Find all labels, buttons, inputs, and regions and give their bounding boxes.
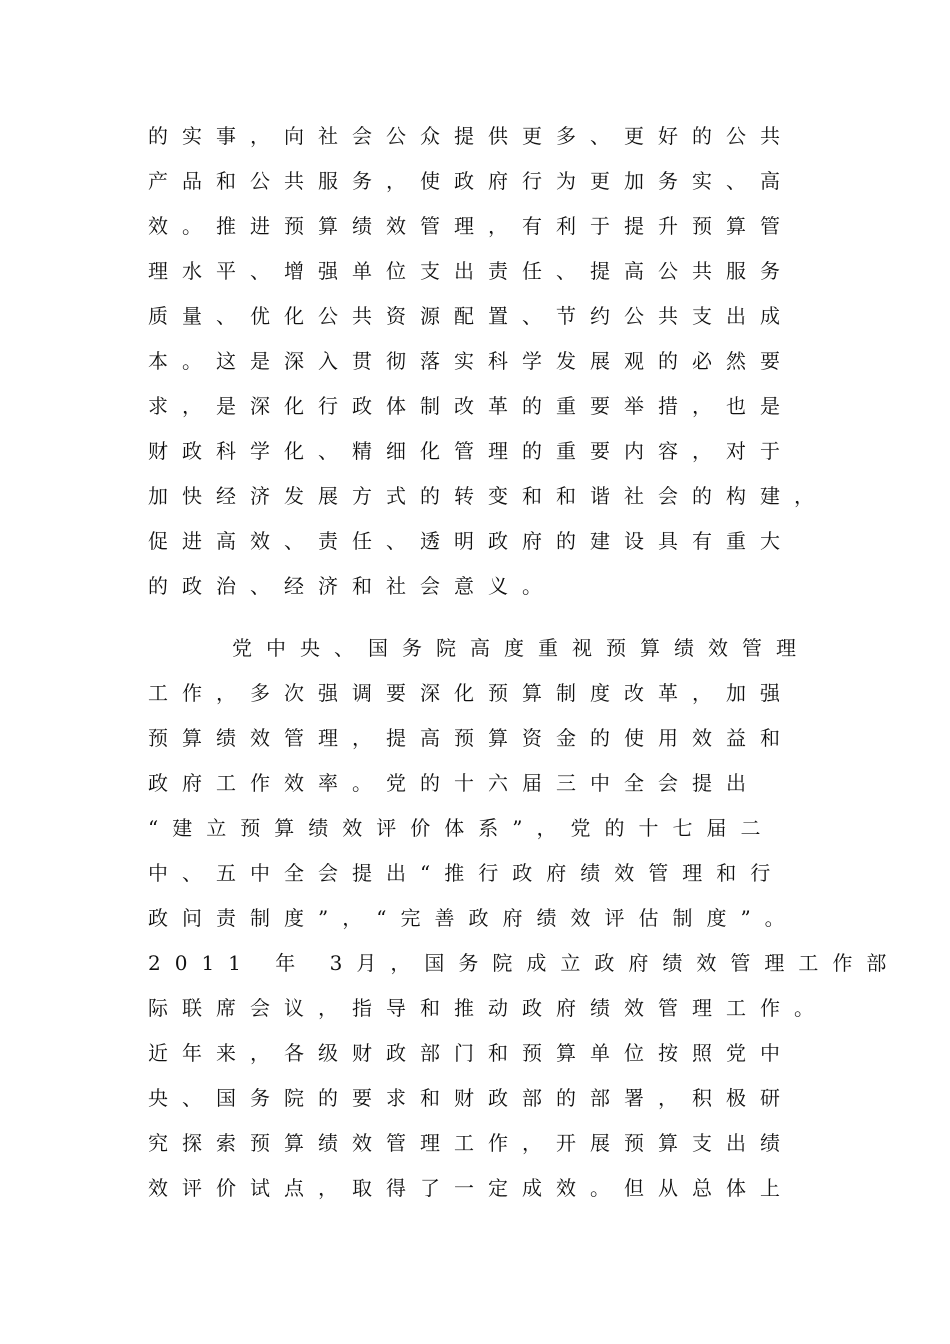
paragraph-line: 中、五中全会提出“推行政府绩效管理和行 — [148, 861, 785, 885]
paragraph-line: 财政科学化、精细化管理的重要内容，对于 — [148, 439, 794, 463]
paragraph-line: 产品和公共服务，使政府行为更加务实、高 — [148, 169, 794, 193]
paragraph-line: 际联席会议，指导和推动政府绩效管理工作。 — [148, 996, 828, 1020]
paragraph-line: 效评价试点，取得了一定成效。但从总体上 — [148, 1176, 794, 1200]
paragraph-line: 加快经济发展方式的转变和和谐社会的构建， — [148, 484, 828, 508]
paragraph-line: 近年来，各级财政部门和预算单位按照党中 — [148, 1041, 794, 1065]
paragraph-line: 政问责制度”，“完善政府绩效评估制度”。 — [148, 906, 799, 930]
paragraph-line: 2011 年 3月，国务院成立政府绩效管理工作部 — [148, 951, 901, 975]
paragraph-line: 究探索预算绩效管理工作，开展预算支出绩 — [148, 1131, 794, 1155]
paragraph-line: 工作，多次强调要深化预算制度改革，加强 — [148, 681, 794, 705]
paragraph-line: 党中央、国务院高度重视预算绩效管理 — [232, 636, 810, 660]
paragraph-line: 的实事，向社会公众提供更多、更好的公共 — [148, 124, 794, 148]
paragraph-line: 求，是深化行政体制改革的重要举措，也是 — [148, 394, 794, 418]
paragraph-line: 的政治、经济和社会意义。 — [148, 574, 556, 598]
paragraph-line: 效。推进预算绩效管理，有利于提升预算管 — [148, 214, 794, 238]
paragraph-line: 质量、优化公共资源配置、节约公共支出成 — [148, 304, 794, 328]
paragraph-line: 央、国务院的要求和财政部的部署，积极研 — [148, 1086, 794, 1110]
paragraph-line: 政府工作效率。党的十六届三中全会提出 — [148, 771, 760, 795]
paragraph-line: “建立预算绩效评价体系”，党的十七届二 — [148, 816, 775, 840]
paragraph-line: 理水平、增强单位支出责任、提高公共服务 — [148, 259, 794, 283]
paragraph-line: 本。这是深入贯彻落实科学发展观的必然要 — [148, 349, 794, 373]
paragraph-line: 预算绩效管理，提高预算资金的使用效益和 — [148, 726, 794, 750]
paragraph-line: 促进高效、责任、透明政府的建设具有重大 — [148, 529, 794, 553]
